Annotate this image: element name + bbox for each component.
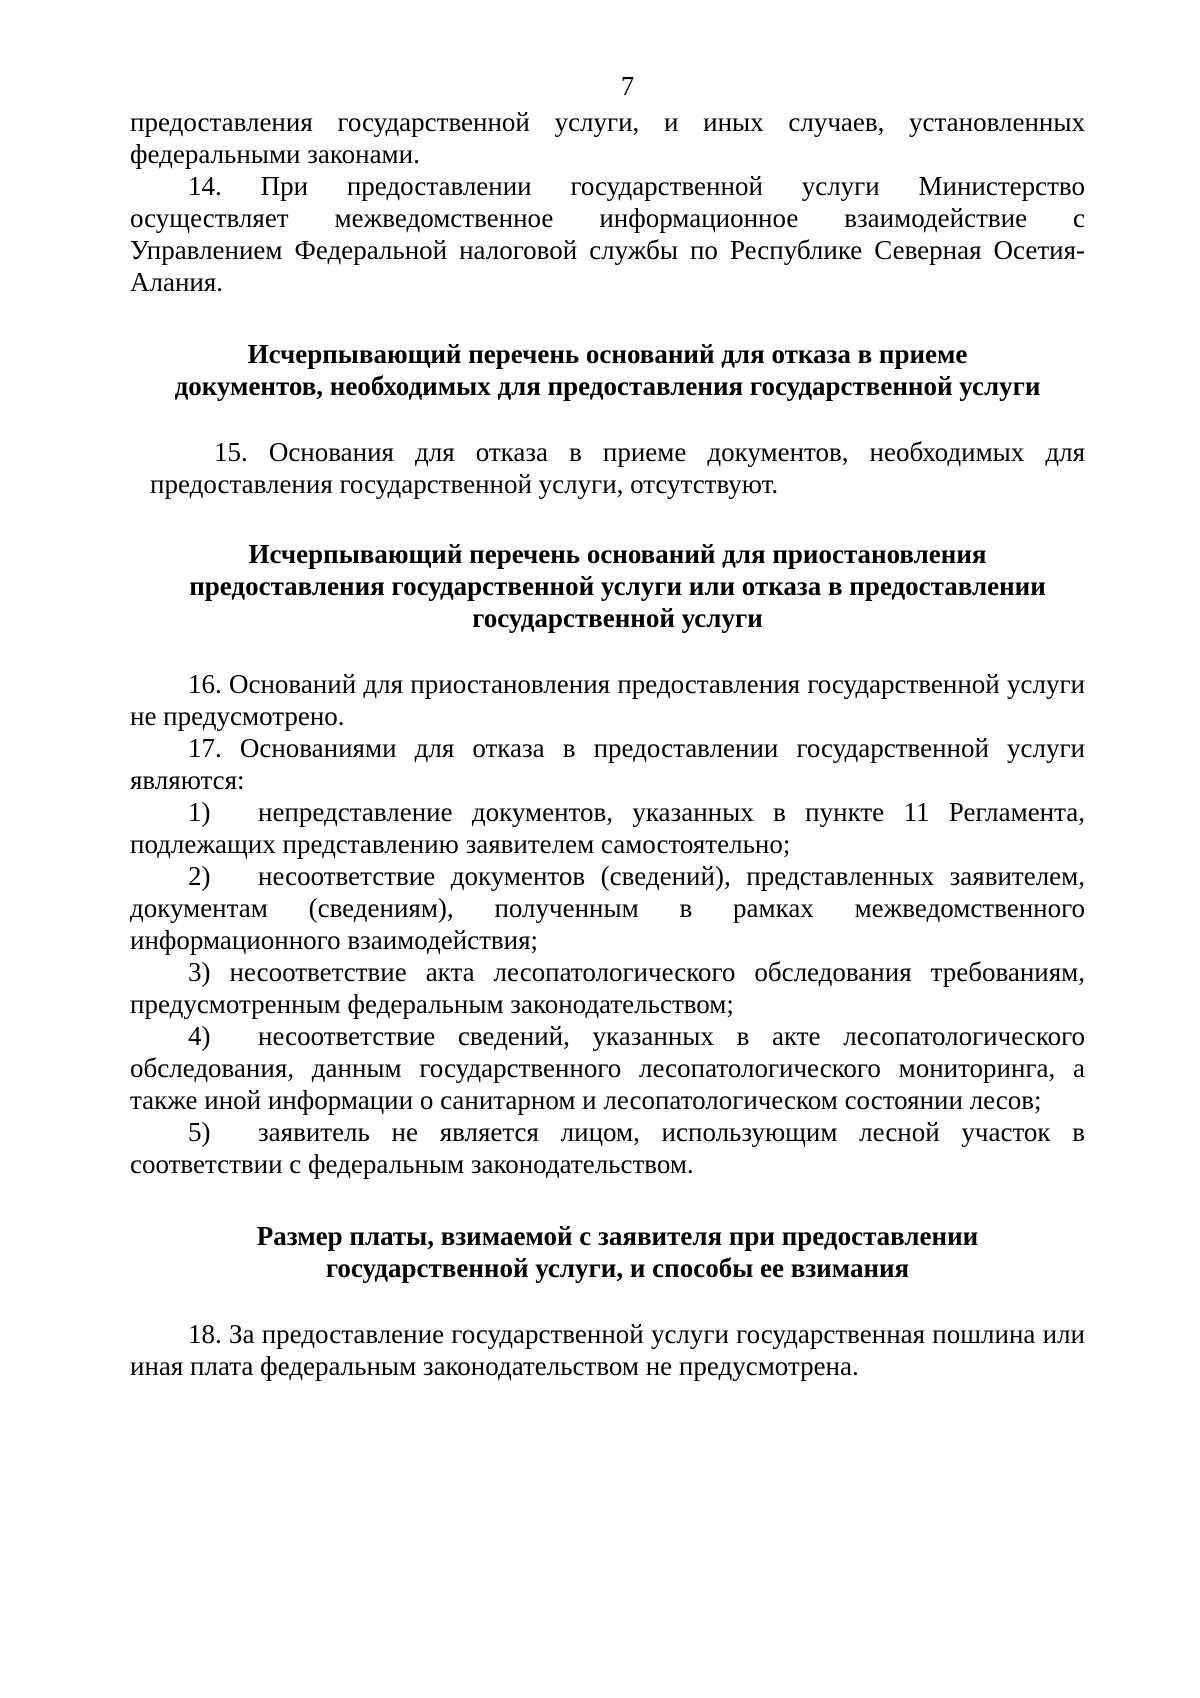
list-item-text: несоответствие сведений, указанных в акте лесопатологического обследования, данным государственного лесопатологического мониторинга, а также иной информации о санитарном и лесопатологическом состоянии лесов; xyxy=(130,1021,1085,1115)
paragraph-16: 16. Оснований для приостановления предоставления государственной услуги не предусмотрено. xyxy=(130,669,1085,731)
list-item-text: непредставление документов, указанных в пункте 11 Регламента, подлежащих представлению заявителем самостоятельно; xyxy=(130,797,1085,859)
paragraph-14: 14. При предоставлении государственной услуги Министерство осуществляет межведомственное информационное взаимодействие с Управлением Федеральной налоговой службы по Республике Северная Осетия-Алания. xyxy=(130,171,1085,297)
section-heading-suspension-refusal xyxy=(130,538,1085,634)
heading-line: Исчерпывающий перечень оснований для приостановления xyxy=(248,539,987,569)
heading-line: государственной услуги, и способы ее взимания xyxy=(325,1253,910,1283)
section-heading-refusal-acceptance xyxy=(130,338,1085,402)
list-item-text: несоответствие акта лесопатологического обследования требованиям, предусмотренным федеральным законодательством; xyxy=(130,957,1085,1019)
list-item-text: заявитель не является лицом, использующим лесной участок в соответствии с федеральным законодательством. xyxy=(130,1117,1085,1179)
list-item xyxy=(130,860,1085,956)
list-item-number: 3) xyxy=(188,957,211,987)
paragraph-18: 18. За предоставление государственной услуги государственная пошлина или иная плата федеральным законодательством не предусмотрена. xyxy=(130,1319,1085,1381)
list-item-number: 4) xyxy=(188,1021,211,1051)
list-item xyxy=(130,1020,1085,1116)
list-item xyxy=(130,796,1085,860)
paragraph-15: 15. Основания для отказа в приеме документов, необходимых для предоставления государственной услуги, отсутствуют. xyxy=(150,437,1085,499)
heading-line: государственной услуги xyxy=(472,603,763,633)
heading-line: документов, необходимых для предоставления государственной услуги xyxy=(174,371,1041,401)
list-item xyxy=(130,1116,1085,1180)
list-item xyxy=(130,956,1085,1020)
paragraph-17: 17. Основаниями для отказа в предоставлении государственной услуги являются: xyxy=(130,733,1085,795)
list-item-number: 5) xyxy=(188,1117,211,1147)
section-heading-fee xyxy=(130,1220,1085,1284)
list-item-number: 1) xyxy=(188,797,211,827)
list-item-text: несоответствие документов (сведений), представленных заявителем, документам (сведениям), полученным в рамках межведомственного информационного взаимодействия; xyxy=(130,861,1085,955)
heading-line: предоставления государственной услуги или отказа в предоставлении xyxy=(189,571,1046,601)
list-item-number: 2) xyxy=(188,861,211,891)
heading-line: Размер платы, взимаемой с заявителя при предоставлении xyxy=(256,1221,979,1251)
paragraph-continuation: предоставления государственной услуги, и иных случаев, установленных федеральными законами. xyxy=(130,107,1085,169)
page-number: 7 xyxy=(620,71,635,101)
heading-line: Исчерпывающий перечень оснований для отказа в приеме xyxy=(247,339,968,369)
document-page xyxy=(130,70,1085,1382)
